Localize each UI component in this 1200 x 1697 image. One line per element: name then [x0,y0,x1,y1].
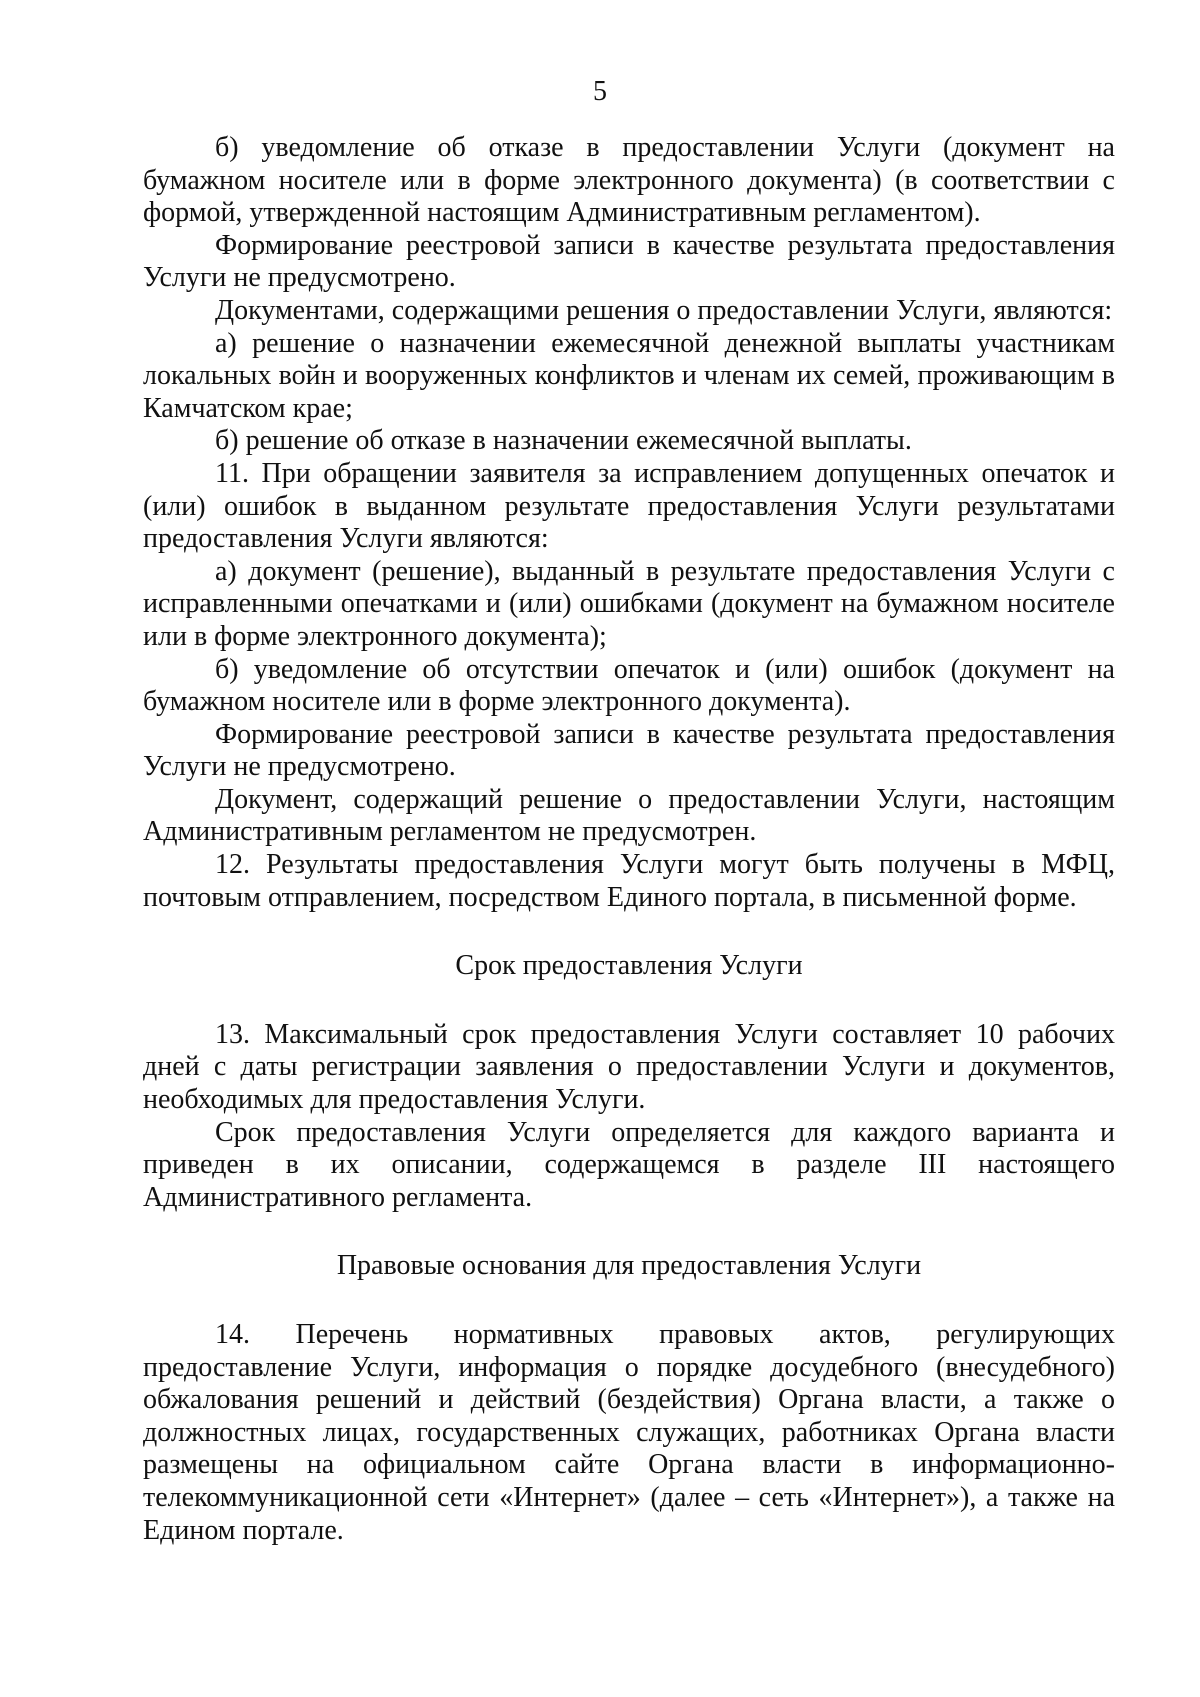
section-heading-legal-basis: Правовые основания для предоставления Услуги [336,1250,922,1282]
paragraph: 13. Максимальный срок предоставления Услуги составляет 10 рабочих дней с даты регистрации заявления о предоставлении Услуги и документов, необходимых для предоставления Услуги. [143,1018,1115,1116]
paragraph: Срок предоставления Услуги определяется для каждого варианта и приведен в их описании, содержащемся в разделе III настоящего Административного регламента. [143,1116,1115,1213]
paragraph: 12. Результаты предоставления Услуги могут быть получены в МФЦ, почтовым отправлением, посредством Единого портала, в письменной форме. [143,849,1115,913]
paragraph: а) документ (решение), выданный в результате предоставления Услуги с исправленными опечатками и (или) ошибками (документ на бумажном носителе или в форме электронного документа); [143,555,1115,652]
paragraph: Формирование реестровой записи в качестве результата предоставления Услуги не предусмотрено. [143,229,1115,294]
document-body [143,132,1115,1547]
paragraph: 14. Перечень нормативных правовых актов, регулирующих предоставление Услуги, информация о порядке досудебного (внесудебного) обжалования решений и действий (бездействия) Органа власти, а также о должностных лицах, государственных служащих, работниках Органа власти размещены на официальном сайте Органа власти в информационно-телекоммуникационной сети «Интернет» (далее – сеть «Интернет»), а также на Едином портале. [143,1319,1115,1546]
paragraph: Формирование реестровой записи в качестве результата предоставления Услуги не предусмотрено. [143,718,1115,783]
paragraph: б) решение об отказе в назначении ежемесячной выплаты. [215,425,912,457]
paragraph: б) уведомление об отказе в предоставлении Услуги (документ на бумажном носителе или в форме электронного документа) (в соответствии с формой, утвержденной настоящим Административным регламентом). [143,132,1115,229]
section-heading-term: Срок предоставления Услуги [455,950,803,982]
paragraph: 11. При обращении заявителя за исправлением допущенных опечаток и (или) ошибок в выданном результате предоставления Услуги результатами предоставления Услуги являются: [143,457,1115,555]
paragraph: б) уведомление об отсутствии опечаток и (или) ошибок (документ на бумажном носителе или в форме электронного документа). [143,653,1115,718]
paragraph: Документами, содержащими решения о предоставлении Услуги, являются: [215,294,1113,326]
paragraph: а) решение о назначении ежемесячной денежной выплаты участникам локальных войн и вооруженных конфликтов и членам их семей, проживающим в Камчатском крае; [143,327,1115,424]
paragraph: Документ, содержащий решение о предоставлении Услуги, настоящим Административным регламентом не предусмотрен. [143,783,1115,848]
page-number: 5 [593,76,607,107]
